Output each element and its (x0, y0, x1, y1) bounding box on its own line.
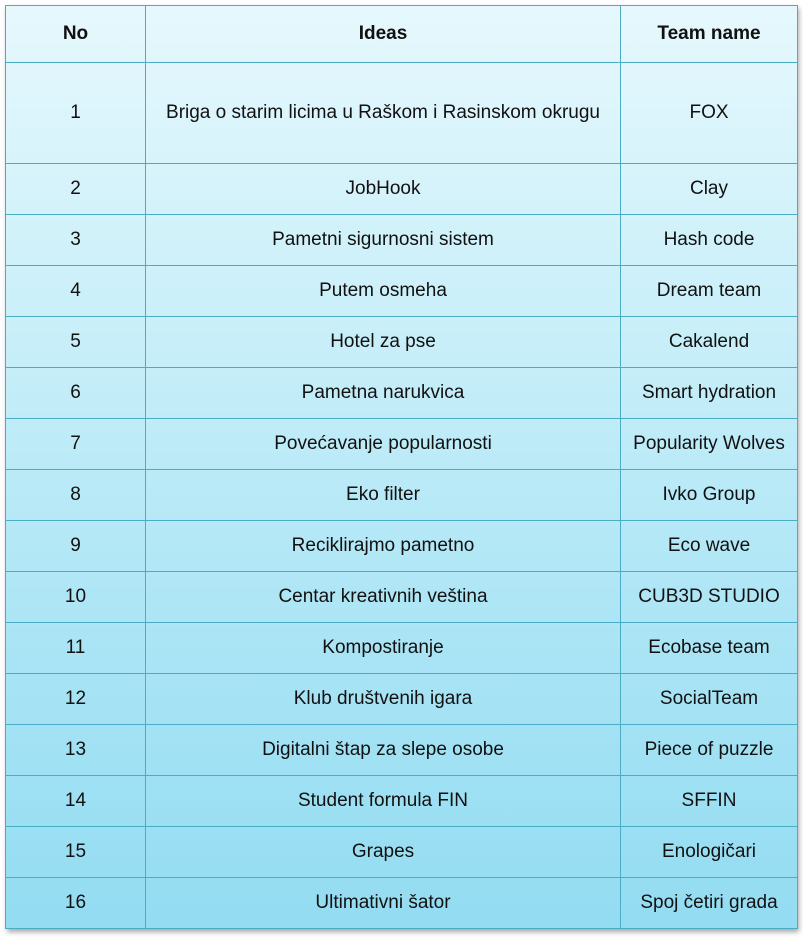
cell-idea: Pametna narukvica (146, 367, 621, 418)
cell-team: SFFIN (621, 775, 798, 826)
cell-idea: Povećavanje popularnosti (146, 418, 621, 469)
table-row (6, 316, 798, 367)
cell-idea: Ultimativni šator (146, 877, 621, 928)
table-row (6, 214, 798, 265)
table-row (6, 418, 798, 469)
cell-idea: Putem osmeha (146, 265, 621, 316)
cell-team: Ecobase team (621, 622, 798, 673)
header-row (6, 6, 798, 63)
cell-no: 10 (6, 571, 146, 622)
cell-team: Clay (621, 163, 798, 214)
cell-no: 11 (6, 622, 146, 673)
cell-team: Eco wave (621, 520, 798, 571)
cell-no: 16 (6, 877, 146, 928)
cell-idea: Kompostiranje (146, 622, 621, 673)
cell-no: 14 (6, 775, 146, 826)
cell-no: 6 (6, 367, 146, 418)
cell-no: 2 (6, 163, 146, 214)
table-row (6, 775, 798, 826)
cell-idea: Student formula FIN (146, 775, 621, 826)
cell-idea: Briga o starim licima u Raškom i Rasinskom okrugu (146, 63, 621, 164)
cell-team: Piece of puzzle (621, 724, 798, 775)
cell-idea: Reciklirajmo pametno (146, 520, 621, 571)
table-row (6, 469, 798, 520)
table-row (6, 622, 798, 673)
header-team-name: Team name (621, 6, 798, 63)
cell-team: Spoj četiri grada (621, 877, 798, 928)
cell-idea: Centar kreativnih veština (146, 571, 621, 622)
cell-team: Cakalend (621, 316, 798, 367)
cell-no: 7 (6, 418, 146, 469)
cell-idea: Eko filter (146, 469, 621, 520)
table-row (6, 367, 798, 418)
table-row (6, 63, 798, 164)
ideas-table (5, 5, 798, 929)
cell-idea: Digitalni štap za slepe osobe (146, 724, 621, 775)
cell-no: 9 (6, 520, 146, 571)
header-ideas: Ideas (146, 6, 621, 63)
cell-no: 13 (6, 724, 146, 775)
ideas-table-container (5, 5, 797, 929)
table-row (6, 724, 798, 775)
cell-team: Enologičari (621, 826, 798, 877)
cell-no: 1 (6, 63, 146, 164)
cell-no: 5 (6, 316, 146, 367)
cell-team: Popularity Wolves (621, 418, 798, 469)
table-row (6, 520, 798, 571)
cell-team: CUB3D STUDIO (621, 571, 798, 622)
table-row (6, 163, 798, 214)
cell-idea: Klub društvenih igara (146, 673, 621, 724)
table-row (6, 673, 798, 724)
cell-no: 4 (6, 265, 146, 316)
cell-no: 3 (6, 214, 146, 265)
cell-idea: Grapes (146, 826, 621, 877)
cell-team: FOX (621, 63, 798, 164)
cell-no: 12 (6, 673, 146, 724)
cell-team: Hash code (621, 214, 798, 265)
cell-no: 8 (6, 469, 146, 520)
cell-team: Ivko Group (621, 469, 798, 520)
cell-team: Smart hydration (621, 367, 798, 418)
table-row (6, 826, 798, 877)
cell-idea: Hotel za pse (146, 316, 621, 367)
table-row (6, 571, 798, 622)
table-row (6, 265, 798, 316)
cell-no: 15 (6, 826, 146, 877)
table-row (6, 877, 798, 928)
cell-idea: Pametni sigurnosni sistem (146, 214, 621, 265)
cell-team: SocialTeam (621, 673, 798, 724)
cell-team: Dream team (621, 265, 798, 316)
cell-idea: JobHook (146, 163, 621, 214)
header-no: No (6, 6, 146, 63)
